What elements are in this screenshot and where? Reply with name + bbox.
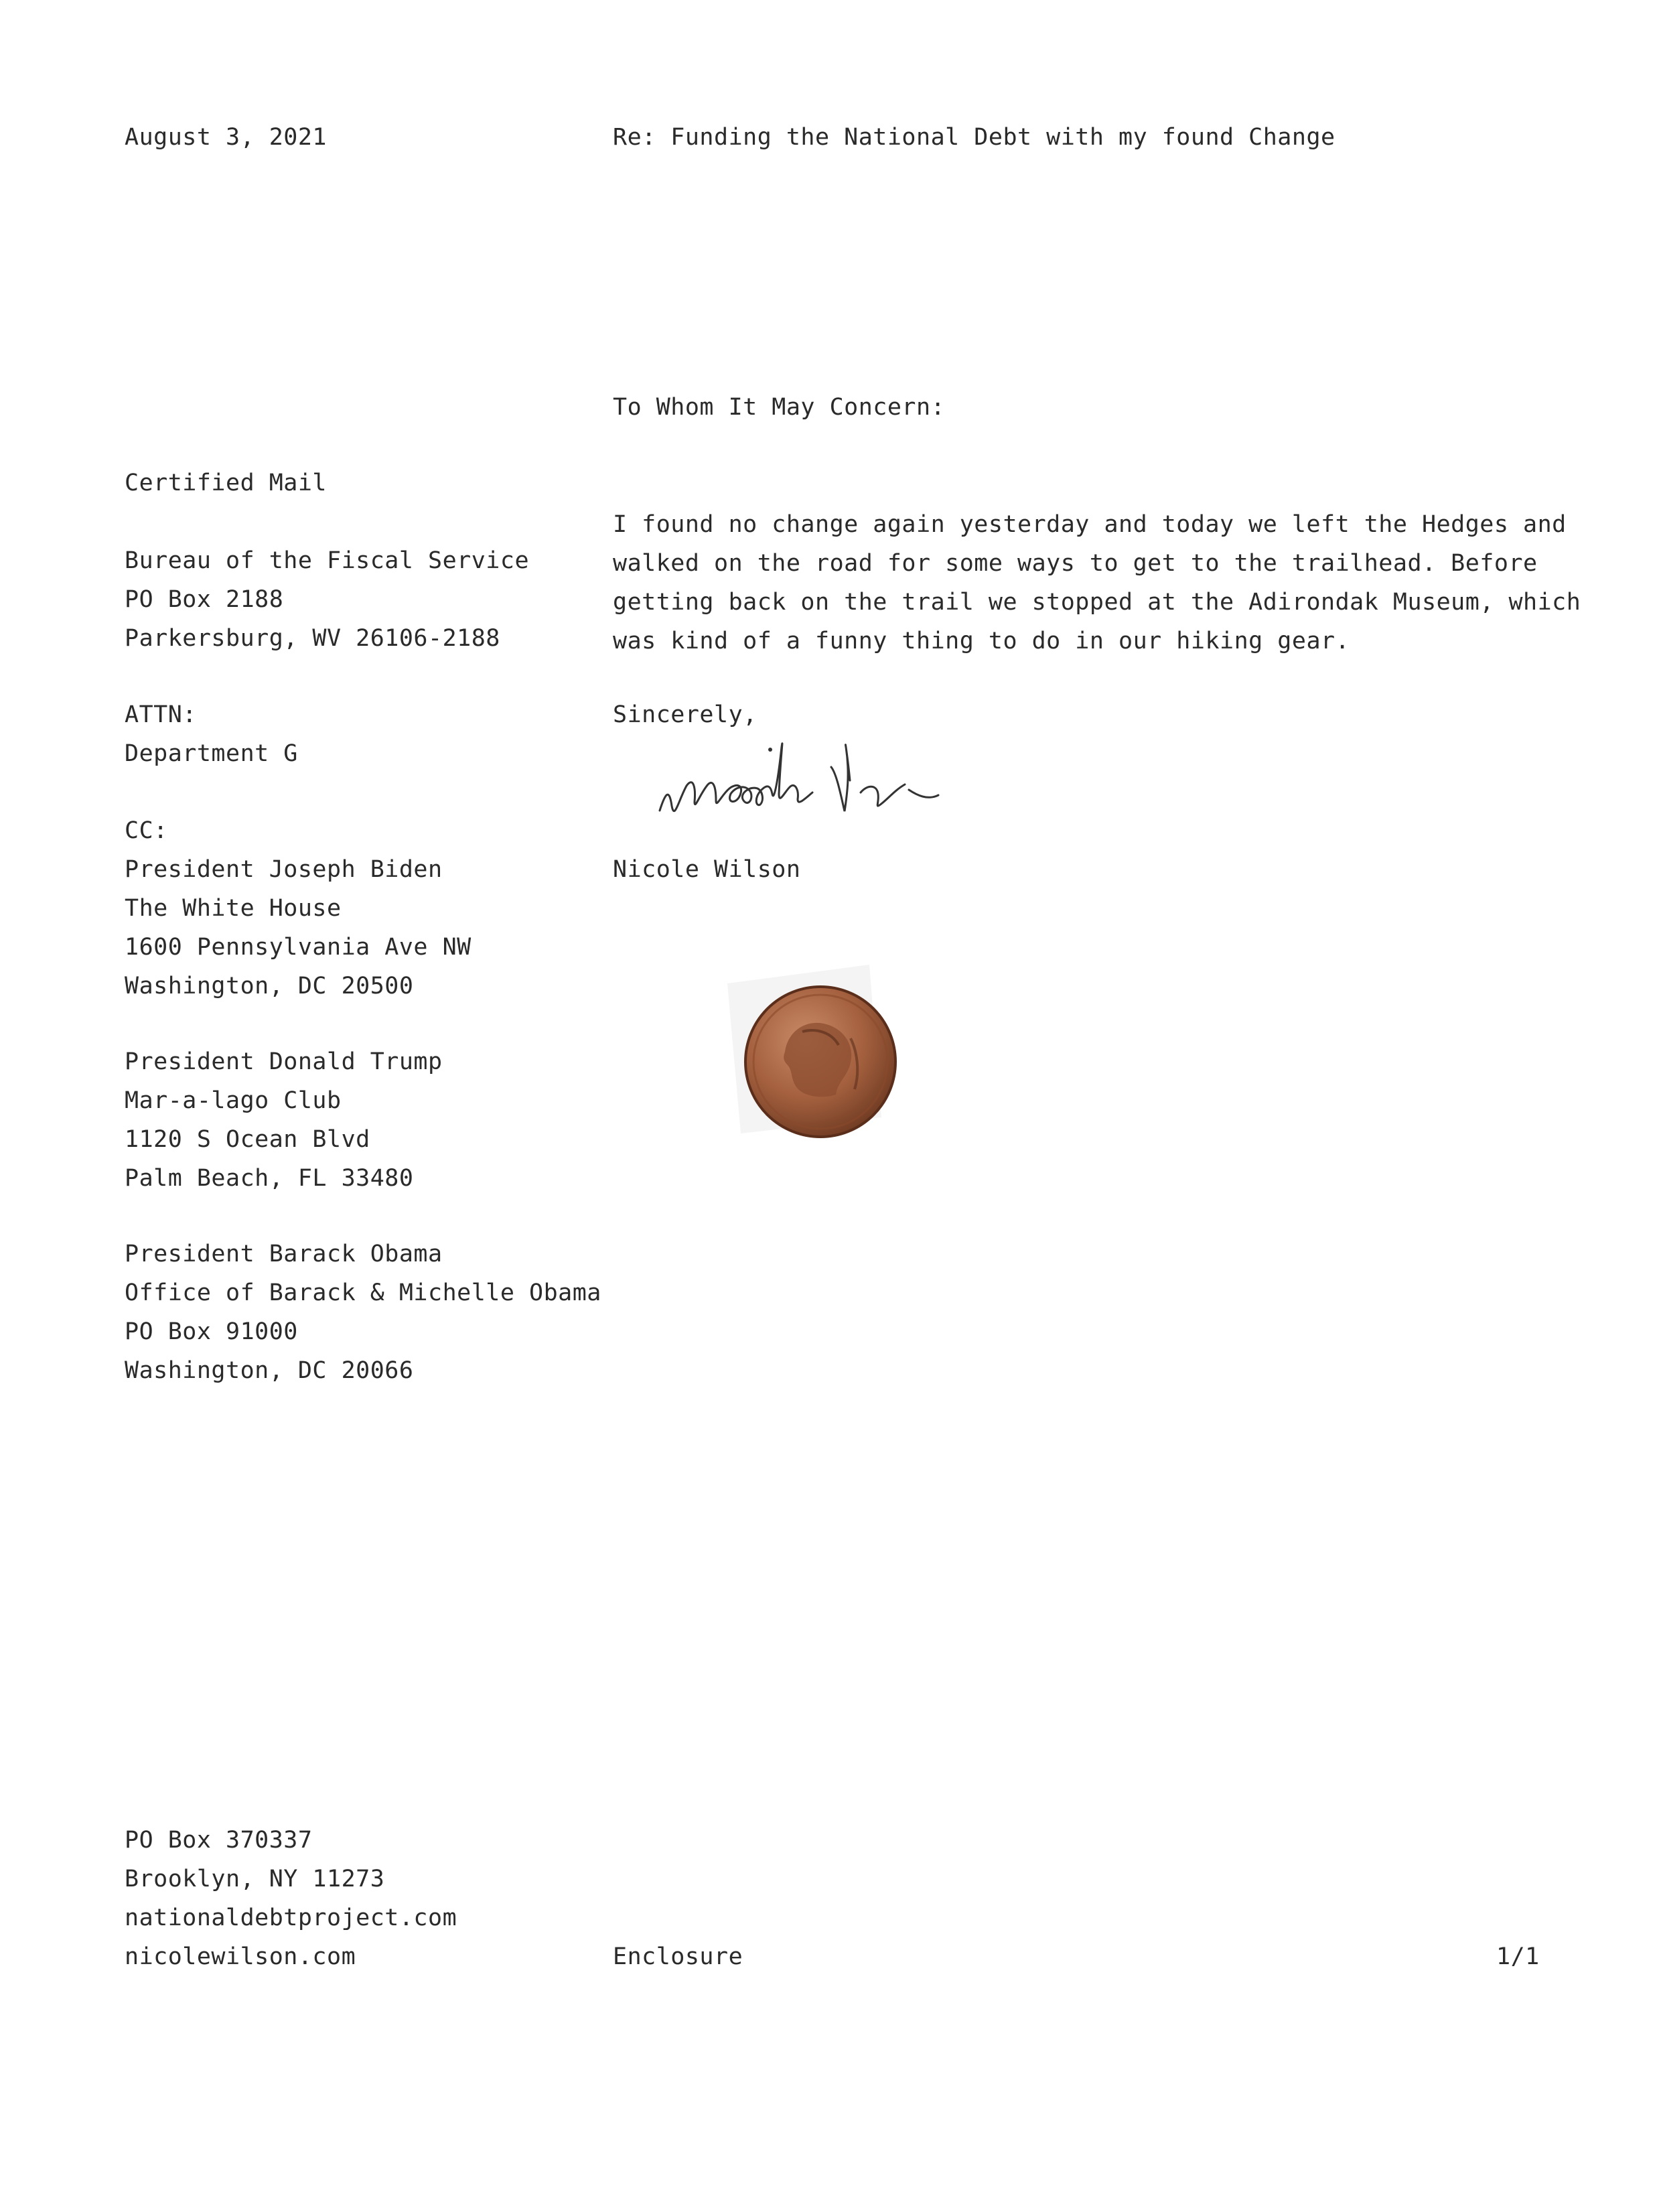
cc-address-biden	[125, 850, 472, 1006]
salutation: To Whom It May Concern:	[613, 394, 946, 421]
body-line: getting back on the trail we stopped at the Adirondak Museum, which	[613, 589, 1581, 616]
recipient-line: Parkersburg, WV 26106-2188	[125, 625, 500, 652]
sender-line: Brooklyn, NY 11273	[125, 1866, 385, 1892]
sender-address	[125, 1821, 457, 1976]
cc-address-trump	[125, 1042, 443, 1198]
cc-line: President Barack Obama	[125, 1241, 443, 1267]
body-line: I found no change again yesterday and today we left the Hedges and	[613, 511, 1567, 538]
cc-address-obama	[125, 1235, 601, 1390]
cc-line: Washington, DC 20500	[125, 973, 414, 999]
body-line: walked on the road for some ways to get to the trailhead. Before	[613, 550, 1538, 577]
sender-url[interactable]: nicolewilson.com	[125, 1943, 356, 1970]
cc-line: President Donald Trump	[125, 1048, 443, 1075]
cc-line: 1600 Pennsylvania Ave NW	[125, 934, 472, 961]
cc-line: 1120 S Ocean Blvd	[125, 1126, 370, 1153]
letter-date: August 3, 2021	[125, 124, 328, 151]
cc-line: Washington, DC 20066	[125, 1357, 414, 1384]
sender-line: PO Box 370337	[125, 1827, 313, 1854]
body-line: was kind of a funny thing to do in our hiking gear.	[613, 628, 1350, 654]
sender-url[interactable]: nationaldebtproject.com	[125, 1905, 457, 1931]
attn-label: ATTN:	[125, 701, 197, 728]
signer-name: Nicole Wilson	[613, 856, 801, 883]
letter-subject: Re: Funding the National Debt with my found Change	[613, 124, 1335, 151]
page-number: 1/1	[1496, 1943, 1540, 1970]
enclosure-label: Enclosure	[613, 1943, 743, 1970]
recipient-line: Bureau of the Fiscal Service	[125, 547, 530, 574]
cc-line: President Joseph Biden	[125, 856, 443, 883]
recipient-line: PO Box 2188	[125, 586, 284, 613]
attn-block	[125, 695, 298, 773]
signature-image	[646, 720, 995, 834]
mail-type: Certified Mail	[125, 470, 328, 496]
recipient-address	[125, 541, 529, 658]
cc-line: Office of Barack & Michelle Obama	[125, 1280, 601, 1306]
attn-value: Department G	[125, 740, 298, 767]
letter-body	[613, 505, 1581, 661]
cc-line: Mar-a-lago Club	[125, 1087, 342, 1114]
penny-coin-image	[723, 958, 904, 1152]
cc-label: CC:	[125, 817, 168, 844]
closing: Sincerely,	[613, 701, 757, 728]
cc-line: The White House	[125, 895, 342, 922]
cc-line: PO Box 91000	[125, 1318, 298, 1345]
cc-line: Palm Beach, FL 33480	[125, 1165, 414, 1192]
